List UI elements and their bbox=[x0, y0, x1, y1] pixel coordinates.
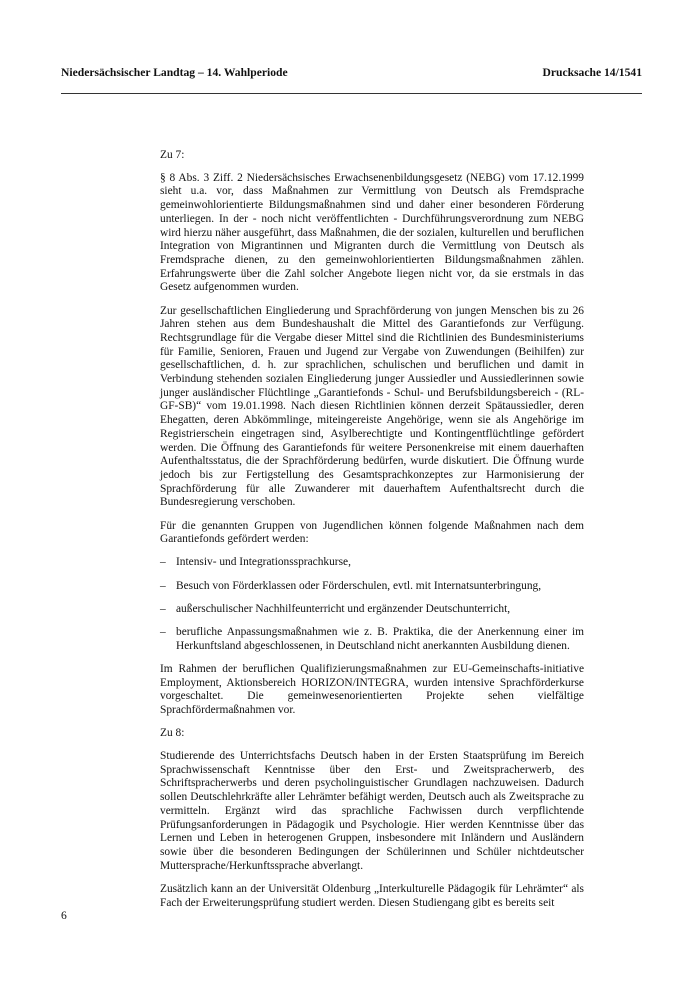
dash-marker: – bbox=[160, 626, 166, 639]
header-title: Niedersächsischer Landtag – 14. Wahlperiode bbox=[61, 66, 288, 79]
list-item bbox=[160, 556, 584, 570]
paragraph: § 8 Abs. 3 Ziff. 2 Niedersächsisches Erwachsenenbildungsgesetz (NEBG) vom 17.12.1999 sieht u.a. vor, dass Maßnahmen zur Vermittlung von Deutsch als Fremdsprache gemeinwohlorientierte Bildungsmaßnahmen sind und daher einer besonderen Förderung unterliegen. In der - noch nicht veröffentlichten - Durchführungsverordnung zum NEBG wird hierzu näher ausgeführt, dass Maßnahmen, die der sozialen, kulturellen und beruflichen Integration von Migrantinnen und Migranten durch die Vermittlung von Deutsch als Fremdsprache dienen, zu den gemeinwohlorientierten Bildungsmaßnahmen zählen. Erfahrungswerte über die Zahl solcher Angebote liegen nicht vor, da sie erstmals in das Gesetz aufgenommen wurden. bbox=[160, 171, 584, 294]
list-item bbox=[160, 603, 584, 617]
list-item bbox=[160, 626, 584, 653]
list-item-text: Besuch von Förderklassen oder Förderschulen, evtl. mit Internatsunterbringung, bbox=[176, 579, 542, 592]
list-item bbox=[160, 580, 584, 594]
dash-marker: – bbox=[160, 579, 166, 592]
paragraph: Zur gesellschaftlichen Eingliederung und Sprachförderung von jungen Menschen bis zu 26 Jahren stehen aus dem Bundeshaushalt die Mittel des Garantiefonds zur Verfügung. Rechtsgrundlage für die Vergabe dieser Mittel sind die Richtlinien des Bundesministeriums für Familie, Senioren, Frauen und Jugend zur Vergabe von Zuwendungen (Beihilfen) zur gesellschaftlichen, d. h. zur sprachlichen, schulischen und beruflichen und damit in Verbindung stehenden sozialen Eingliederung junger Aussiedler und Aussiedlerinnen sowie junger ausländischer Flüchtlinge „Garantiefonds - Schul- und Berufsbildungsbereich - (RL-GF-SB)“ vom 19.01.1998. Nach diesen Richtlinien können derzeit Spätaussiedler, deren Ehegatten, deren Abkömmlinge, miteingereiste Angehörige, wenn sie als Angehörige im Registrierschein eingetragen sind, Asylberechtigte und Kontingentflüchtlinge gefördert werden. Die Öffnung des Garantiefonds für weitere Personenkreise mit einem dauerhaften Aufenthaltsstatus, die der Sprachförderung bedürfen, wurde diskutiert. Die Öffnung wurde jedoch bis zur Fertigstellung des Gesamtsprachkonzeptes zur Harmonisierung der Sprachförderung für alle Zuwanderer mit dauerhaftem Aufenthaltsrecht durch die Bundesregierung verschoben. bbox=[160, 304, 584, 509]
page-number: 6 bbox=[61, 909, 67, 922]
page-header bbox=[61, 66, 642, 79]
paragraph: Im Rahmen der beruflichen Qualifizierungsmaßnahmen zur EU-Gemeinschafts-initiative Employment, Aktionsbereich HORIZON/INTEGRA, wurden intensive Sprachförderkurse vorgeschaltet. Die gemeinwesenorientierten Projekte sehen vielfältige Sprachfördermaßnahmen vor. bbox=[160, 663, 584, 717]
document-body bbox=[160, 149, 584, 920]
measures-list bbox=[160, 556, 584, 653]
list-item-text: Intensiv- und Integrationssprachkurse, bbox=[176, 556, 351, 569]
list-item-text: außerschulischer Nachhilfeunterricht und ergänzender Deutschunterricht, bbox=[176, 602, 511, 615]
header-divider bbox=[61, 93, 642, 94]
paragraph: Studierende des Unterrichtsfachs Deutsch haben in der Ersten Staatsprüfung im Bereich Sprachwissenschaft Kenntnisse über den Erst- und Zweitspracherwerb, des Schriftspracherwerbs und deren psycholinguistischer Grundlagen nachzuweisen. Dadurch sollen Deutschlehrkräfte aller Lehrämter befähigt werden, Deutsch auch als Zweitsprache zu vermitteln. Ergänzt wird das sprachliche Fachwissen durch verpflichtende Prüfungsanforderungen in Pädagogik und Psychologie. Hier werden Kenntnisse über das Lernen und Leben in heterogenen Gruppen, insbesondere mit Inländern und Ausländern sowie über die besonderen Bedingungen der Schülerinnen und Schüler nichtdeutscher Muttersprache/Herkunftssprache abverlangt. bbox=[160, 750, 584, 872]
paragraph: Für die genannten Gruppen von Jugendlichen können folgende Maßnahmen nach dem Garantiefonds gefördert werden: bbox=[160, 519, 584, 546]
dash-marker: – bbox=[160, 556, 166, 569]
section-label-8: Zu 8: bbox=[160, 727, 185, 740]
document-number: Drucksache 14/1541 bbox=[542, 66, 642, 79]
list-item-text: berufliche Anpassungsmaßnahmen wie z. B. Praktika, die der Anerkennung einer im Herkunftsland abgeschlossenen, in Deutschland nicht anerkannten Ausbildung dienen. bbox=[176, 626, 584, 652]
dash-marker: – bbox=[160, 602, 166, 615]
section-label-7: Zu 7: bbox=[160, 149, 185, 161]
paragraph: Zusätzlich kann an der Universität Oldenburg „Interkulturelle Pädagogik für Lehrämter“ als Fach der Erweiterungsprüfung studiert werden. Diesen Studiengang gibt es bereits seit bbox=[160, 882, 584, 909]
